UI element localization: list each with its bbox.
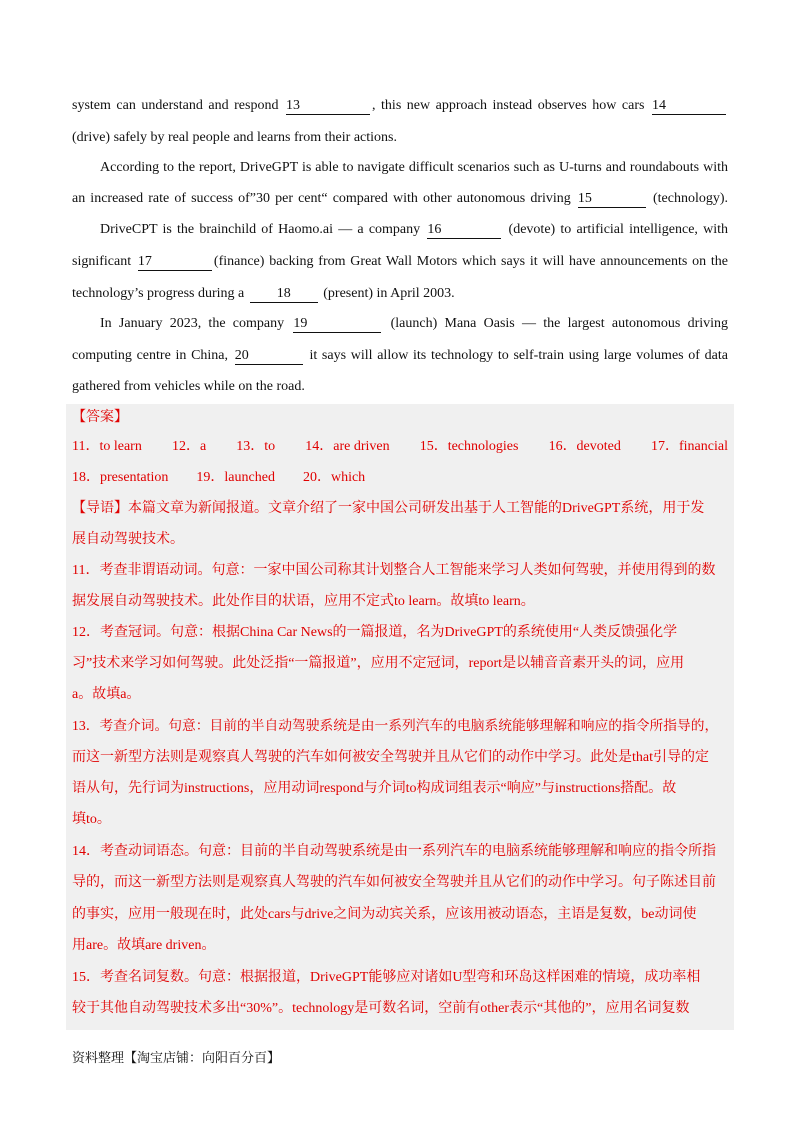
answer-row-2 (72, 468, 728, 488)
blank-15: 15 (578, 191, 646, 208)
explanation-line: 导的，而这一新型方法则是观察真人驾驶的汽车如何被安全驾驶并且从它们的动作中学习。句子陈述目前 (72, 875, 716, 890)
answer-item: 13．to (236, 439, 276, 454)
explanation-line: 13．考查介词。句意：目前的半自动驾驶系统是由一系列汽车的电脑系统能够理解和响应的指令所指导的， (72, 718, 719, 733)
passage-text: (technology). (652, 191, 729, 206)
passage-text: it says will allow its technology to self-train using large volumes of data (309, 348, 728, 363)
passage-text: system can understand and respond (72, 98, 279, 113)
answer-item: 16．devoted (548, 439, 621, 454)
passage-line-1 (72, 96, 728, 116)
passage-line-2: (drive) safely by real people and learns from their actions. (72, 130, 397, 145)
explanation-line: 展自动驾驶技术。 (72, 532, 184, 547)
passage-line-8 (72, 314, 728, 334)
explanation-line: 12．考查冠词。句意：根据China Car News的一篇报道，名为DriveGPT的系统使用“人类反馈强化学 (72, 625, 678, 640)
passage-text: technology’s progress during a (72, 286, 245, 301)
explanation-line: 用are。故填are driven。 (72, 938, 216, 953)
answer-item: 19．launched (196, 470, 275, 485)
answer-item: 14．are driven (305, 439, 390, 454)
explanation-line: a。故填a。 (72, 687, 141, 702)
explanation-line: 11．考查非谓语动词。句意：一家中国公司称其计划整合人工智能来学习人类如何驾驶，并使用得到的数 (72, 563, 716, 578)
passage-line-3: According to the report, DriveGPT is able to navigate difficult scenarios such as U-turns and roundabouts with (100, 160, 728, 175)
answer-heading: 【答案】 (72, 410, 128, 425)
blank-17: 17 (138, 254, 212, 271)
passage-line-9 (72, 346, 728, 366)
passage-text: (present) in April 2003. (323, 286, 455, 301)
explanation-line: 据发展自动驾驶技术。此处作目的状语，应用不定式to learn。故填to learn。 (72, 594, 535, 609)
passage-text: In January 2023, the company (100, 316, 285, 331)
passage-text: , this new approach instead observes how cars (372, 98, 645, 113)
blank-18: 18 (250, 286, 318, 303)
passage-line-5 (72, 220, 728, 240)
blank-19: 19 (293, 316, 381, 333)
answer-item: 17．financial (650, 439, 728, 454)
answer-row-1 (72, 437, 728, 457)
passage-line-4 (72, 189, 728, 209)
passage-line-6 (72, 252, 728, 272)
footer-store: 【淘宝店铺：向阳百分百】 (124, 1050, 281, 1065)
passage-text: DriveCPT is the brainchild of Haomo.ai — a company (100, 222, 421, 237)
explanation-line: 填to。 (72, 812, 111, 827)
passage-line-10: gathered from vehicles while on the road. (72, 379, 305, 394)
explanation-line: 较于其他自动驾驶技术多出“30%”。technology是可数名词，空前有other表示“其他的”，应用名词复数 (72, 1001, 690, 1016)
blank-14: 14 (652, 98, 726, 115)
answer-item: 18．presentation (72, 470, 169, 485)
blank-13: 13 (286, 98, 370, 115)
passage-text: an increased rate of success of”30 per cent“ compared with other autonomous driving (72, 191, 571, 206)
explanation-line: 习”技术来学习如何驾驶。此处泛指“一篇报道”，应用不定冠词，report是以辅音音素开头的词，应用 (72, 656, 685, 671)
explanation-line: 14．考查动词语态。句意：目前的半自动驾驶系统是由一系列汽车的电脑系统能够理解和响应的指令所指 (72, 844, 716, 859)
passage-text: (launch) Mana Oasis — the largest autonomous driving (390, 316, 729, 331)
blank-20: 20 (235, 348, 303, 365)
explanation-line: 【导语】本篇文章为新闻报道。文章介绍了一家中国公司研发出基于人工智能的DriveGPT系统，用于发 (72, 501, 705, 516)
blank-16: 16 (427, 222, 501, 239)
passage-text: significant (72, 254, 132, 269)
passage-text: (finance) backing from Great Wall Motors which says it will have announcements on the (213, 254, 729, 269)
footer-prefix: 资料整理 (72, 1050, 125, 1065)
answer-item: 20．which (302, 470, 366, 485)
explanation-line: 的事实，应用一般现在时，此处cars与drive之间为动宾关系，应该用被动语态，主语是复数，be动词使 (72, 907, 697, 922)
passage-text: (devote) to artificial intelligence, with (508, 222, 728, 237)
passage-text: computing centre in China, (72, 348, 229, 363)
answer-item: 11．to learn (72, 439, 142, 454)
answer-item: 15．technologies (419, 439, 519, 454)
passage-line-7 (72, 284, 728, 304)
page-footer (72, 1049, 280, 1067)
explanation-line: 而这一新型方法则是观察真人驾驶的汽车如何被安全驾驶并且从它们的动作中学习。此处是that引导的定 (72, 750, 709, 765)
answer-item: 12．a (171, 439, 207, 454)
explanation-line: 15．考查名词复数。句意：根据报道，DriveGPT能够应对诸如U型弯和环岛这样困难的情境，成功率相 (72, 970, 701, 985)
explanation-line: 语从句，先行词为instructions，应用动词respond与介词to构成词组表示“响应”与instructions搭配。故 (72, 781, 677, 796)
